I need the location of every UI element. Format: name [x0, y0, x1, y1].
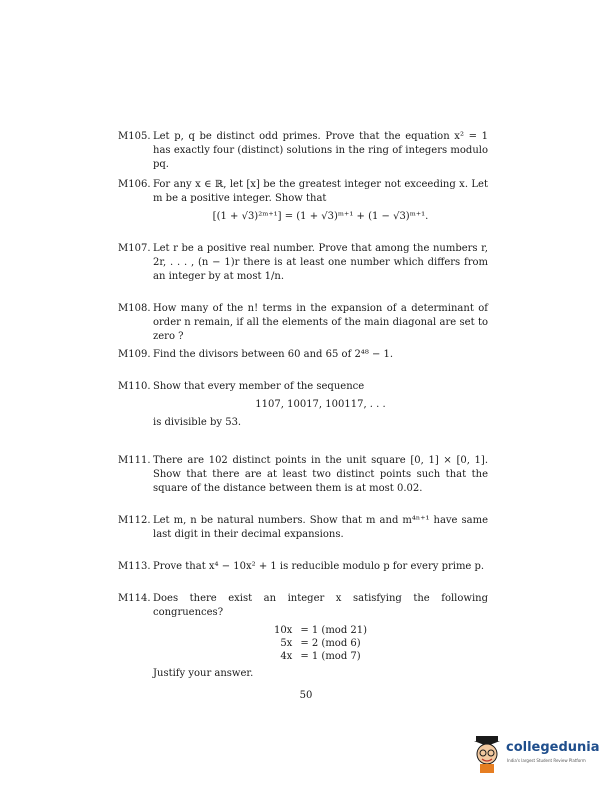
- problem-number: M114.: [118, 593, 151, 604]
- problem-m112: [118, 514, 488, 542]
- problem-text: Prove that x⁴ − 10x² + 1 is reducible modulo p for every prime p.: [153, 561, 485, 572]
- problem-m109: [118, 348, 488, 362]
- problem-number: M111.: [118, 455, 151, 466]
- problem-m105: [118, 130, 488, 172]
- problem-text-continued: is divisible by 53.: [153, 417, 242, 428]
- congruence-rhs: = 1 (mod 7): [300, 651, 361, 662]
- collegedunia-logo: [470, 730, 600, 780]
- congruence-system: [153, 624, 488, 663]
- problem-number: M107.: [118, 243, 151, 254]
- problem-text: Find the divisors between 60 and 65 of 2⁴⁸ − 1.: [153, 349, 394, 360]
- problem-text: Show that every member of the sequence: [153, 381, 365, 392]
- congruence-row: [272, 624, 369, 637]
- congruence-lhs: 4x: [280, 651, 293, 662]
- congruence-rhs: = 1 (mod 21): [300, 625, 368, 636]
- page-number: 50: [299, 690, 313, 701]
- problem-m108: [118, 302, 488, 344]
- problem-text: How many of the n! terms in the expansion of a determinant of order n remain, if all the elements of the main diagonal are set to zero ?: [153, 303, 488, 342]
- logo-tagline: India's largest Student Review Platform: [507, 758, 586, 763]
- mascot-icon: [470, 734, 504, 774]
- problem-number: M105.: [118, 131, 151, 142]
- problem-m110: [118, 380, 488, 430]
- problem-m114: [118, 592, 488, 681]
- problem-text: Let r be a positive real number. Prove that among the numbers r, 2r, . . . , (n − 1)r there is at least one number which differs from an integer by at most 1/n.: [153, 243, 488, 282]
- problem-text: For any x ∈ ℝ, let [x] be the greatest integer not exceeding x. Let m be a positive integer. Show that: [153, 179, 488, 204]
- problem-m113: [118, 560, 488, 574]
- logo-text: collegedunia: [506, 740, 600, 755]
- problem-number: M109.: [118, 349, 151, 360]
- display-sequence: 1107, 10017, 100117, . . .: [255, 399, 386, 410]
- problem-m107: [118, 242, 488, 284]
- problem-m106: [118, 178, 488, 228]
- problem-text-continued: Justify your answer.: [153, 668, 254, 679]
- problem-number: M108.: [118, 303, 151, 314]
- congruence-row: [272, 637, 369, 650]
- congruence-row: [272, 650, 369, 663]
- problem-number: M110.: [118, 381, 151, 392]
- congruence-lhs: 5x: [280, 638, 293, 649]
- congruence-rhs: = 2 (mod 6): [300, 638, 361, 649]
- congruence-table: [272, 624, 369, 663]
- problem-number: M112.: [118, 515, 151, 526]
- problem-number: M106.: [118, 179, 151, 190]
- problem-text: There are 102 distinct points in the unit square [0, 1] × [0, 1]. Show that there are at least two distinct points such that the square of the distance between them is at most 0.02.: [153, 455, 488, 494]
- problem-text: Let p, q be distinct odd primes. Prove that the equation x² = 1 has exactly four (distinct) solutions in the ring of integers modulo pq.: [153, 131, 488, 170]
- problem-number: M113.: [118, 561, 151, 572]
- display-equation: [(1 + √3)²ᵐ⁺¹] = (1 + √3)ᵐ⁺¹ + (1 − √3)ᵐ⁺¹.: [212, 211, 429, 222]
- problem-text: Does there exist an integer x satisfying the following congruences?: [153, 593, 488, 618]
- problem-m111: [118, 454, 488, 496]
- congruence-lhs: 10x: [273, 625, 293, 636]
- problem-text: Let m, n be natural numbers. Show that m and m⁴ⁿ⁺¹ have same last digit in their decimal expansions.: [153, 515, 488, 540]
